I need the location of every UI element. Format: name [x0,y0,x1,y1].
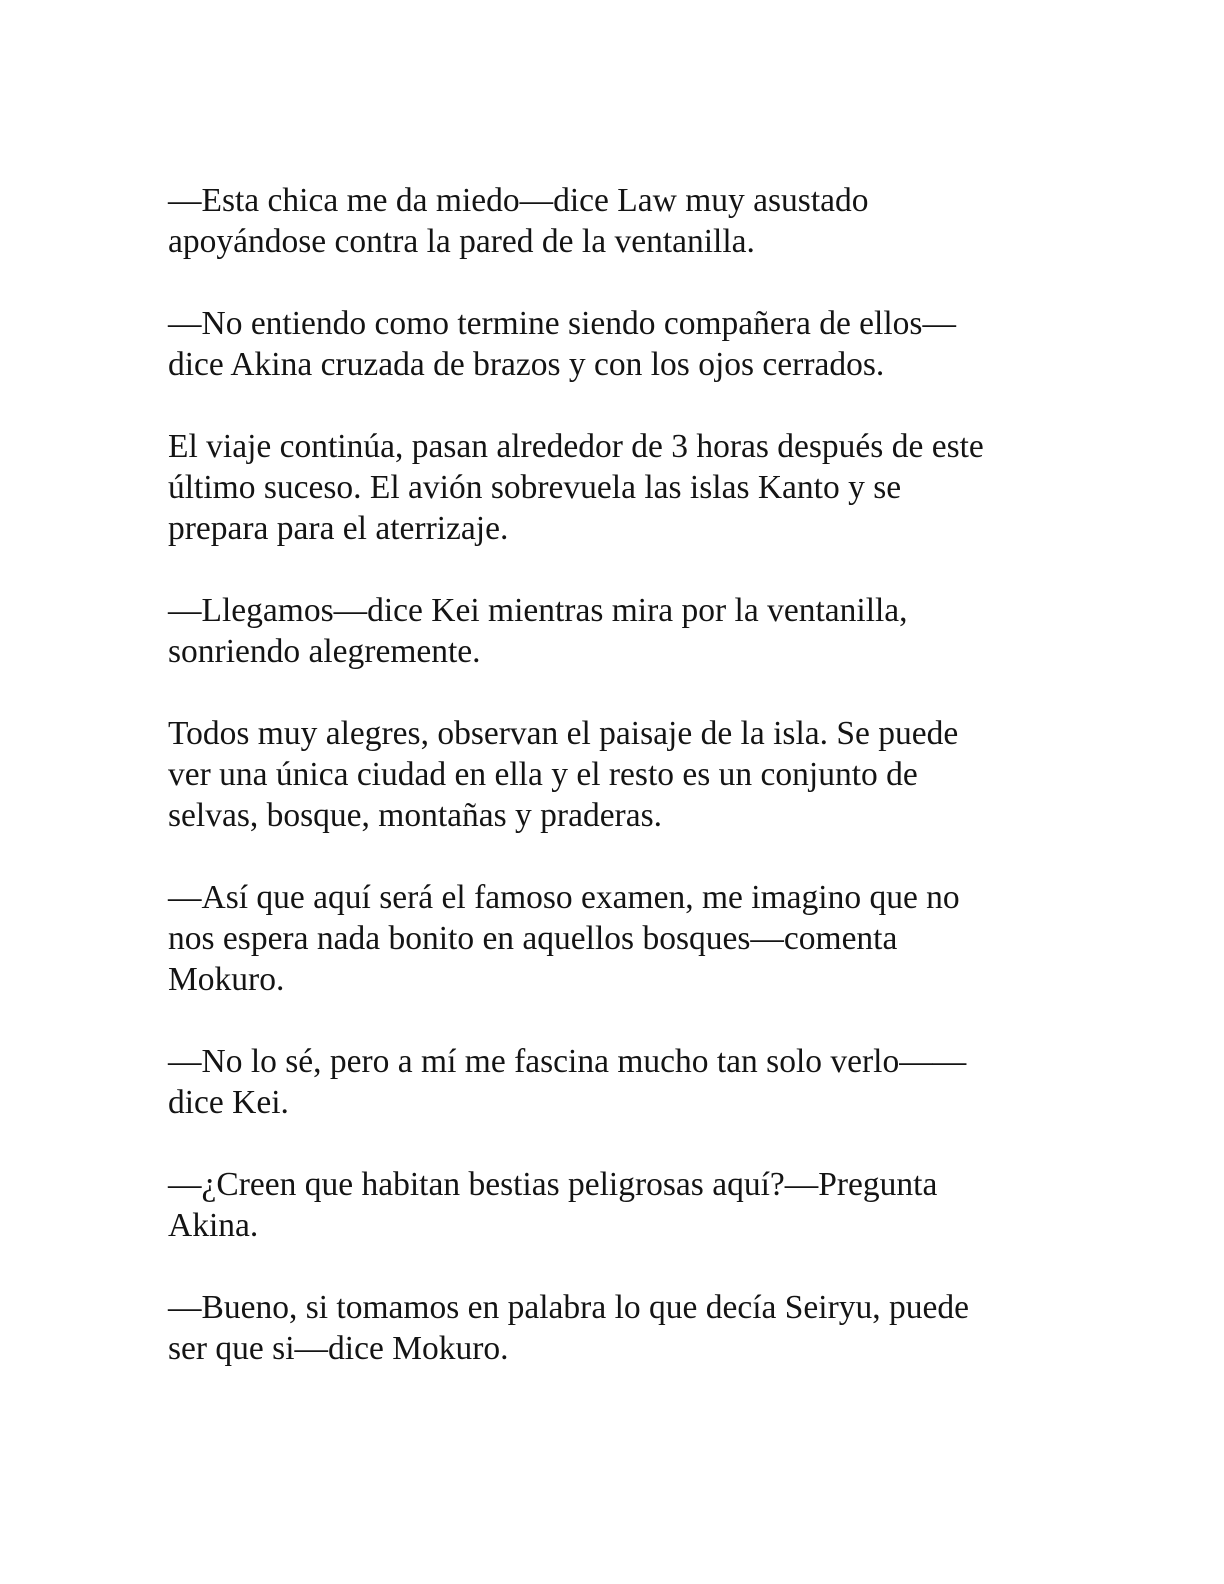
paragraph-2 [168,303,1048,385]
paragraph-7 [168,1041,1048,1123]
text-line: —No entiendo como termine siendo compañera de ellos— [168,305,956,342]
text-line: selvas, bosque, montañas y praderas. [168,797,662,834]
text-line: —¿Creen que habitan bestias peligrosas aquí?—Pregunta [168,1166,938,1203]
text-line: sonriendo alegremente. [168,633,481,670]
text-line: prepara para el aterrizaje. [168,510,509,547]
text-line: apoyándose contra la pared de la ventanilla. [168,223,755,260]
text-line: dice Kei. [168,1084,289,1121]
paragraph-6 [168,877,1048,1000]
paragraph-4 [168,590,1048,672]
text-line: último suceso. El avión sobrevuela las islas Kanto y se [168,469,902,506]
paragraph-9 [168,1287,1048,1369]
text-line: El viaje continúa, pasan alrededor de 3 horas después de este [168,428,984,465]
paragraph-5 [168,713,1048,836]
text-line: ser que si—dice Mokuro. [168,1330,509,1367]
text-line: —Bueno, si tomamos en palabra lo que decía Seiryu, puede [168,1289,969,1326]
text-line: Mokuro. [168,961,285,998]
text-line: —Así que aquí será el famoso examen, me imagino que no [168,879,960,916]
paragraph-8 [168,1164,1048,1246]
text-line: —Esta chica me da miedo—dice Law muy asustado [168,182,869,219]
body-text [168,180,1048,1410]
paragraph-3 [168,426,1048,549]
text-line: dice Akina cruzada de brazos y con los ojos cerrados. [168,346,885,383]
paragraph-1 [168,180,1048,262]
text-line: ver una única ciudad en ella y el resto es un conjunto de [168,756,918,793]
text-line: nos espera nada bonito en aquellos bosques—comenta [168,920,898,957]
text-line: —No lo sé, pero a mí me fascina mucho tan solo verlo—— [168,1043,967,1080]
text-line: Akina. [168,1207,259,1244]
text-line: —Llegamos—dice Kei mientras mira por la ventanilla, [168,592,908,629]
text-line: Todos muy alegres, observan el paisaje de la isla. Se puede [168,715,959,752]
